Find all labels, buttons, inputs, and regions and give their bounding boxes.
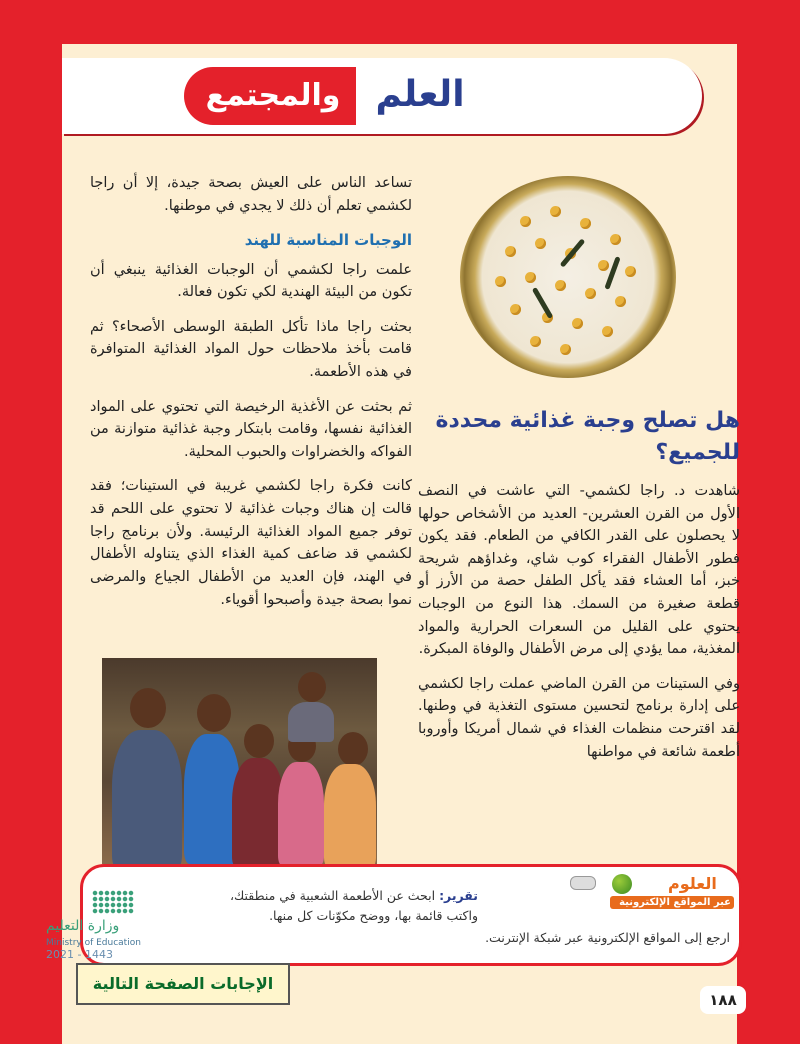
mouse-icon <box>570 876 596 890</box>
paragraph: بحثت راجا ماذا تأكل الطبقة الوسطى الأصحاء؟ ثم قامت بأخذ ملاحظات حول المواد الغذائية المتوافرة في هذه الأطعمة. <box>90 318 412 381</box>
science-sublabel: عبر المواقع الإلكترونية <box>610 896 734 909</box>
report-text: ابحث عن الأطعمة الشعبية في منطقتك، واكتب قائمة بها، ووضح مكوّنات كل منها. <box>229 888 478 923</box>
page-number: ١٨٨ <box>700 986 746 1014</box>
paragraph: وفي الستينات من القرن الماضي عملت راجا لكشمي على إدارة برنامج لتحسين مستوى التغذية في وطنها. لقد اقترحت منظمات الغذاء في شمال أمريكا وأوروبا أطعمة شائعة في مواطنها <box>418 675 740 760</box>
science-label: العلوم <box>668 874 717 893</box>
children-photo <box>102 658 377 864</box>
title-word-society: والمجتمع <box>205 78 341 113</box>
report-label: تقرير: <box>439 888 478 903</box>
ministry-logo-dots <box>92 890 134 914</box>
subheading: الوجبات المناسبة للهند <box>244 231 412 250</box>
paragraph: ثم بحثت عن الأغذية الرخيصة التي تحتوي على المواد الغذائية نفسها، وقامت بابتكار وجبة غذائية متوازنة من الفواكه والخضراوات والحبوب المحلية. <box>90 398 412 460</box>
section-heading: هل تصلح وجبة غذائية محددة للجميع؟ <box>435 408 740 465</box>
report-activity <box>196 886 478 926</box>
rice-plate-image <box>460 176 676 378</box>
intro-paragraph: تساعد الناس على العيش بصحة جيدة، إلا أن راجا لكشمي تعلم أن ذلك لا يجدي في موطنها. <box>90 175 412 214</box>
title-word-science: العلم <box>375 74 465 115</box>
ministry-english: Ministry of Education <box>46 938 141 948</box>
paragraph: كانت فكرة راجا لكشمي غريبة في الستينات؛ فقد قالت إن هناك وجبات غذائية لا تحتوي على اللحم قد توفر جميع المواد الغذائية الرئيسة. ولأن برنامج راجا لكشمي قد ضاعف كمية الغذاء الذي يتناوله الأطفال في الهند، فإن العديد من الأطفال الجياع والمرضى نموا بصحة جيدة وأصبحوا أقوياء. <box>90 478 412 608</box>
right-column <box>418 480 740 775</box>
paragraph: علمت راجا لكشمي أن الوجبات الغذائية ينبغي أن تكون من البيئة الهندية لكي تكون فعالة. <box>90 261 412 301</box>
left-column <box>90 172 412 623</box>
paragraph: شاهدت د. راجا لكشمي- التي عاشت في النصف الأول من القرن العشرين- العديد من الأشخاص حولها لا يحصلون على القدر الكافي من الطعام. فقد يكون فطور الأطفال الفقراء كوب شاي، وغداؤهم شريحة خبز، أما العشاء فقد يأكل الطفل حصة من الأرز أو قطعة صغيرة من السمك. هذا النوع من الوجبات يحتوي على القليل من السعرات الحرارية والمواد المغذية، مما يؤدي إلى مرض الأطفال والوفاة المبكرة. <box>418 483 740 658</box>
ministry-name: وزارة التعليم <box>46 918 120 934</box>
reference-text: ارجع إلى المواقع الإلكترونية عبر شبكة الإنترنت. <box>485 930 730 945</box>
ministry-year: 2021 - 1443 <box>46 948 113 961</box>
answers-next-page-link[interactable]: الإجابات الصفحة التالية <box>76 963 290 1005</box>
globe-icon <box>612 874 632 894</box>
